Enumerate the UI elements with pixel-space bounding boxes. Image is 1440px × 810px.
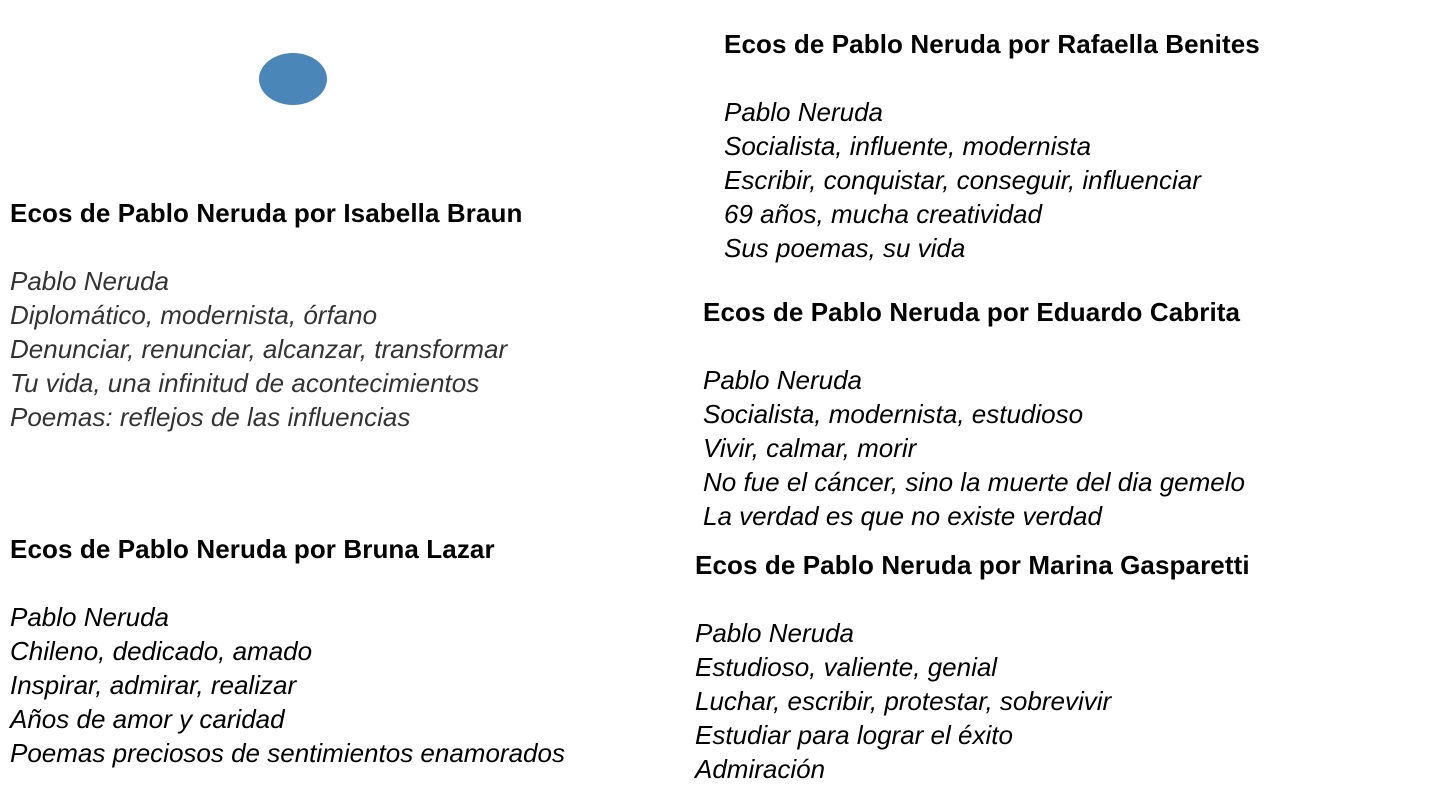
poem-line: Socialista, influente, modernista: [724, 131, 1092, 161]
poem-line: Estudioso, valiente, genial: [695, 652, 998, 682]
poem-line: Diplomático, modernista, órfano: [10, 300, 378, 330]
poem-title: Ecos de Pablo Neruda por Eduardo Cabrita: [703, 297, 1241, 327]
poem-bruna-lazar: [10, 532, 565, 770]
poem-line: Pablo Neruda: [703, 365, 862, 395]
poem-title: Ecos de Pablo Neruda por Bruna Lazar: [10, 534, 495, 564]
poem-marina-gasparetti: [695, 548, 1250, 786]
poem-line: Admiración: [695, 754, 826, 784]
poem-line: No fue el cáncer, sino la muerte del dia gemelo: [703, 467, 1245, 497]
poem-line: Tu vida, una infinitud de acontecimientos: [10, 368, 480, 398]
poem-lines: [724, 95, 1260, 265]
poem-line: Denunciar, renunciar, alcanzar, transformar: [10, 334, 508, 364]
poem-line: Vivir, calmar, morir: [703, 433, 917, 463]
poem-line: Estudiar para lograr el éxito: [695, 720, 1013, 750]
poem-lines: [10, 600, 565, 770]
poem-line: Socialista, modernista, estudioso: [703, 399, 1084, 429]
poem-line: Escribir, conquistar, conseguir, influenciar: [724, 165, 1201, 195]
poem-title: Ecos de Pablo Neruda por Isabella Braun: [10, 198, 523, 228]
poem-line: Poemas: reflejos de las influencias: [10, 402, 411, 432]
poem-title: Ecos de Pablo Neruda por Marina Gasparetti: [695, 550, 1250, 580]
poem-line: Pablo Neruda: [724, 97, 883, 127]
poem-line: Inspirar, admirar, realizar: [10, 670, 297, 700]
poem-line: Sus poemas, su vida: [724, 233, 966, 263]
poem-isabella-braun: [10, 196, 523, 434]
poem-line: La verdad es que no existe verdad: [703, 501, 1102, 531]
poem-lines: [703, 363, 1245, 533]
decorative-blue-dot: [259, 53, 327, 105]
poem-lines: [10, 264, 523, 434]
poem-line: Luchar, escribir, protestar, sobrevivir: [695, 686, 1112, 716]
poem-lines: [695, 616, 1250, 786]
poem-line: Pablo Neruda: [695, 618, 854, 648]
poem-line: Pablo Neruda: [10, 602, 169, 632]
poem-line: Poemas preciosos de sentimientos enamorados: [10, 738, 565, 768]
poem-line: Años de amor y caridad: [10, 704, 285, 734]
poem-eduardo-cabrita: [703, 295, 1245, 533]
poem-rafaella-benites: [724, 27, 1260, 265]
poem-line: Chileno, dedicado, amado: [10, 636, 313, 666]
poem-line: Pablo Neruda: [10, 266, 169, 296]
poem-line: 69 años, mucha creatividad: [724, 199, 1042, 229]
poem-title: Ecos de Pablo Neruda por Rafaella Benites: [724, 29, 1260, 59]
